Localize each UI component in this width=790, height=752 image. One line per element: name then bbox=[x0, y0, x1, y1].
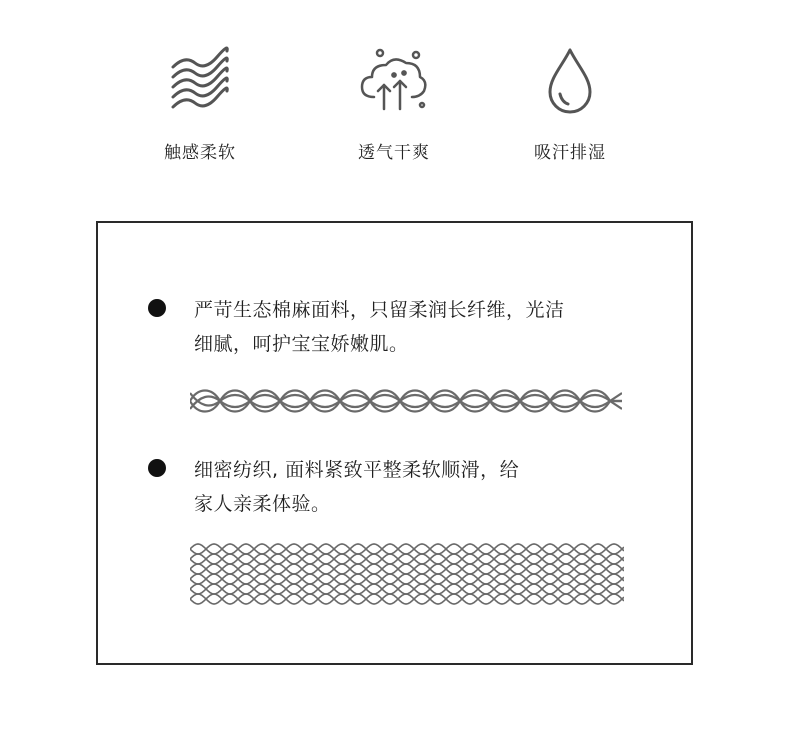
bullet-point bbox=[148, 299, 166, 317]
feature-label: 透气干爽 bbox=[358, 143, 430, 163]
feature-breathable bbox=[314, 40, 474, 163]
description-paragraph-2 bbox=[194, 453, 519, 521]
paragraph-line: 严苛生态棉麻面料，只留柔润长纤维，光洁 bbox=[194, 299, 565, 321]
mesh-strand bbox=[190, 594, 624, 604]
mesh-strand bbox=[190, 544, 624, 554]
mesh-strand bbox=[190, 554, 624, 564]
wave-lines-icon bbox=[165, 45, 235, 115]
mesh-strand bbox=[190, 574, 624, 584]
tree-arrows-icon bbox=[354, 45, 434, 115]
feature-soft-touch bbox=[120, 40, 280, 163]
water-drop-icon bbox=[540, 44, 600, 116]
mesh-strand bbox=[190, 564, 624, 574]
feature-label: 触感柔软 bbox=[164, 143, 236, 163]
feature-moisture-wicking bbox=[490, 40, 650, 163]
bullet-point bbox=[148, 459, 166, 477]
description-paragraph-1 bbox=[194, 293, 565, 361]
paragraph-line: 家人亲柔体验。 bbox=[194, 493, 331, 515]
twisted-fiber-icon bbox=[190, 383, 622, 419]
description-panel bbox=[96, 221, 693, 665]
woven-mesh-icon bbox=[190, 543, 624, 605]
feature-label: 吸汗排湿 bbox=[534, 143, 606, 163]
mesh-strand bbox=[190, 584, 624, 594]
paragraph-line: 细密纺织, 面料紧致平整柔软顺滑，给 bbox=[194, 459, 520, 481]
paragraph-line: 细腻，呵护宝宝娇嫩肌。 bbox=[194, 333, 409, 355]
